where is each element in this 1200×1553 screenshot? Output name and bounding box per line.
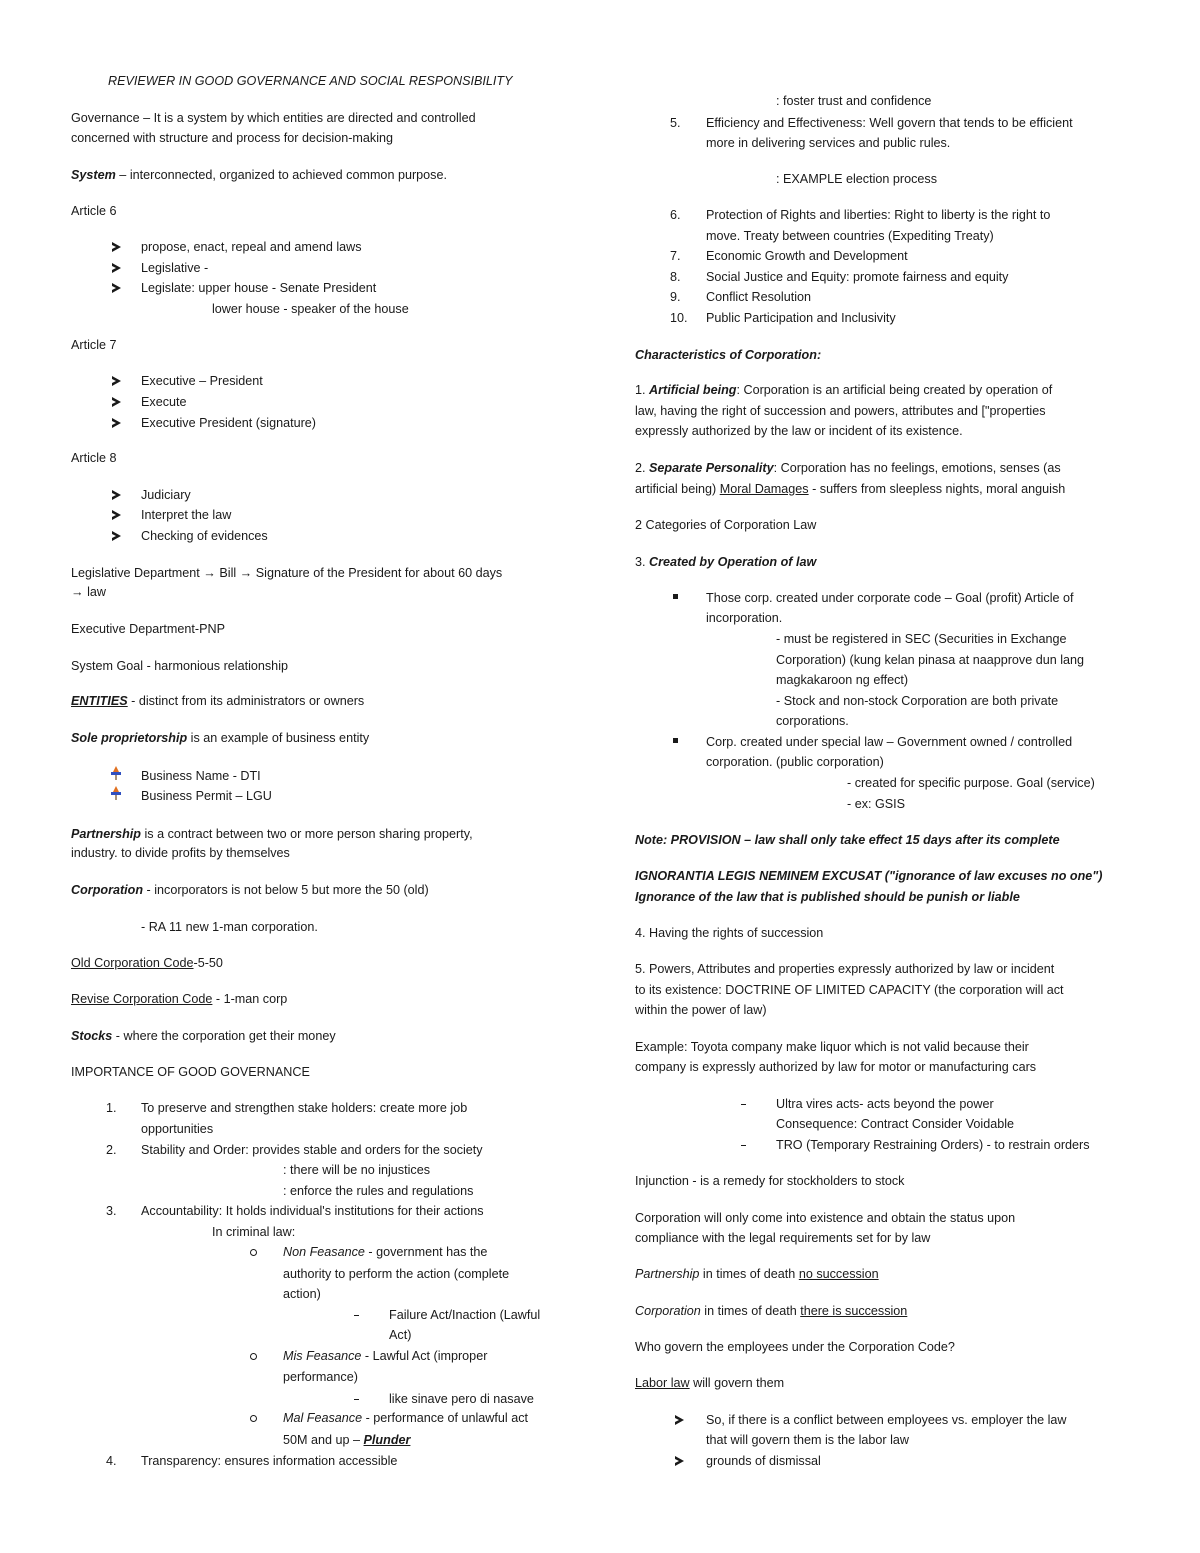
article-7-item: Execute: [141, 395, 187, 409]
ignorantia-maxim: IGNORANTIA LEGIS NEMINEM EXCUSAT ("ignorance of law excuses no one"): [635, 869, 1103, 883]
sole-proprietorship-item: Business Permit – LGU: [141, 789, 272, 803]
non-feasance-cont: authority to perform the action (complete: [283, 1267, 510, 1281]
characteristic-cont: law, having the right of succession and powers, attributes and ["properties: [635, 404, 1046, 418]
importance-item: Public Participation and Inclusivity: [706, 311, 896, 325]
non-feasance-cont: action): [283, 1287, 321, 1301]
toyota-example-cont: company is expressly authorized by law for motor or manufacturing cars: [635, 1060, 1037, 1074]
tro-item: TRO (Temporary Restraining Orders) - to restrain orders: [776, 1138, 1090, 1152]
corporation-category-cont: magkakaroon ng effect): [776, 673, 909, 687]
dash-bullet-icon: [741, 1145, 746, 1146]
characteristic-powers: 5. Powers, Attributes and properties expressly authorized by law or incident: [635, 962, 1055, 976]
article-7-item: Executive President (signature): [141, 416, 316, 430]
entities-definition: ENTITIES - distinct from its administrators or owners: [71, 694, 365, 708]
ultra-vires: Ultra vires acts- acts beyond the power: [776, 1097, 994, 1111]
toyota-example: Example: Toyota company make liquor which is not valid because their: [635, 1040, 1029, 1054]
circle-bullet-icon: [250, 1353, 257, 1360]
pushpin-bullet-icon: [110, 766, 122, 780]
corporation-death: Corporation in times of death there is succession: [635, 1304, 908, 1318]
arrow-bullet-icon: [112, 418, 121, 428]
mis-feasance-cont: performance): [283, 1370, 358, 1384]
article-8-heading: Article 8: [71, 451, 117, 465]
ignorantia-maxim-cont: Ignorance of the law that is published should be punish or liable: [635, 890, 1020, 904]
partnership-definition-cont: industry. to divide profits by themselves: [71, 846, 290, 860]
importance-item: Protection of Rights and liberties: Right to liberty is the right to: [706, 208, 1051, 222]
corporation-category-cont: Corporation) (kung kelan pinasa at naapprove dun lang: [776, 653, 1085, 667]
document-title: REVIEWER IN GOOD GOVERNANCE AND SOCIAL RESPONSIBILITY: [108, 74, 513, 88]
sole-proprietorship-item: Business Name - DTI: [141, 769, 261, 783]
importance-item-cont: : enforce the rules and regulations: [283, 1184, 474, 1198]
non-feasance: Non Feasance - government has the: [283, 1245, 488, 1259]
corporation-category-cont: corporations.: [776, 714, 849, 728]
article-8-item: Interpret the law: [141, 508, 232, 522]
arrow-bullet-icon: [675, 1415, 684, 1425]
labor-law-item: grounds of dismissal: [706, 1454, 821, 1468]
characteristic-succession: 4. Having the rights of succession: [635, 926, 824, 940]
importance-item-cont: : there will be no injustices: [283, 1163, 430, 1177]
labor-law-item-cont: that will govern them is the labor law: [706, 1433, 909, 1447]
arrow-bullet-icon: [112, 263, 121, 273]
characteristic-cont: artificial being) Moral Damages - suffers from sleepless nights, moral anguish: [635, 482, 1066, 496]
mis-feasance: Mis Feasance - Lawful Act (improper: [283, 1349, 488, 1363]
mal-feasance-cont: 50M and up – Plunder: [283, 1433, 411, 1447]
system-goal: System Goal - harmonious relationship: [71, 659, 288, 673]
article-8-item: Judiciary: [141, 488, 191, 502]
provision-note: Note: PROVISION – law shall only take effect 15 days after its complete: [635, 833, 1060, 847]
categories-heading: 2 Categories of Corporation Law: [635, 518, 817, 532]
executive-department: Executive Department-PNP: [71, 622, 225, 636]
dash-bullet-icon: [354, 1315, 359, 1316]
corporation-category-cont: - created for specific purpose. Goal (service): [847, 776, 1095, 790]
importance-item: Stability and Order: provides stable and orders for the society: [141, 1143, 483, 1157]
article-6-item: Legislate: upper house - Senate President: [141, 281, 377, 295]
importance-heading: IMPORTANCE OF GOOD GOVERNANCE: [71, 1065, 310, 1079]
importance-item: Accountability: It holds individual's institutions for their actions: [141, 1204, 484, 1218]
importance-item: Economic Growth and Development: [706, 249, 908, 263]
importance-number: 10.: [670, 311, 688, 325]
article-6-item: Legislative -: [141, 261, 209, 275]
importance-item-cont: : EXAMPLE election process: [776, 172, 937, 186]
sole-proprietorship-definition: Sole proprietorship is an example of business entity: [71, 731, 370, 745]
old-corporation-code: Old Corporation Code-5-50: [71, 956, 223, 970]
dash-bullet-icon: [354, 1399, 359, 1400]
article-7-item: Executive – President: [141, 374, 263, 388]
arrow-bullet-icon: [112, 531, 121, 541]
arrow-bullet-icon: [112, 283, 121, 293]
stocks-definition: Stocks - where the corporation get their money: [71, 1029, 336, 1043]
article-6-item: propose, enact, repeal and amend laws: [141, 240, 362, 254]
article-6-item-cont: lower house - speaker of the house: [212, 302, 409, 316]
injunction-definition: Injunction - is a remedy for stockholders to stock: [635, 1174, 905, 1188]
arrow-bullet-icon: [112, 490, 121, 500]
square-bullet-icon: [673, 594, 678, 599]
article-8-item: Checking of evidences: [141, 529, 268, 543]
employees-question: Who govern the employees under the Corporation Code?: [635, 1340, 955, 1354]
mis-feasance-note: like sinave pero di nasave: [389, 1392, 534, 1406]
importance-number: 9.: [670, 290, 681, 304]
importance-item: Conflict Resolution: [706, 290, 811, 304]
labor-law-item: So, if there is a conflict between employees vs. employer the law: [706, 1413, 1067, 1427]
legislative-department-flow: Legislative Department → Bill → Signature of the President for about 60 days: [71, 566, 503, 580]
article-6-heading: Article 6: [71, 204, 117, 218]
failure-act: Failure Act/Inaction (Lawful: [389, 1308, 541, 1322]
ultra-vires-cont: Consequence: Contract Consider Voidable: [776, 1117, 1015, 1131]
system-definition: System – interconnected, organized to achieved common purpose.: [71, 168, 447, 182]
characteristic-cont: to its existence: DOCTRINE OF LIMITED CAPACITY (the corporation will act: [635, 983, 1064, 997]
dash-bullet-icon: [741, 1104, 746, 1105]
importance-item: Transparency: ensures information accessible: [141, 1454, 398, 1468]
failure-act-cont: Act): [389, 1328, 412, 1342]
arrow-bullet-icon: [112, 376, 121, 386]
characteristic-cont: expressly authorized by the law or incident of its existence.: [635, 424, 963, 438]
characteristics-heading: Characteristics of Corporation:: [635, 348, 822, 362]
arrow-bullet-icon: [112, 510, 121, 520]
arrow-bullet-icon: [112, 242, 121, 252]
corporation-definition: Corporation - incorporators is not below 5 but more the 50 (old): [71, 883, 429, 897]
importance-number: 4.: [106, 1454, 117, 1468]
circle-bullet-icon: [250, 1415, 257, 1422]
corporation-category-cont: - must be registered in SEC (Securities in Exchange: [776, 632, 1067, 646]
importance-number: 2.: [106, 1143, 117, 1157]
article-7-heading: Article 7: [71, 338, 117, 352]
legislative-department-flow-cont: → law: [71, 585, 106, 599]
corporation-category-cont: incorporation.: [706, 611, 783, 625]
arrow-bullet-icon: [675, 1456, 684, 1466]
characteristic-artificial-being: 1. Artificial being: Corporation is an artificial being created by operation of: [635, 383, 1053, 397]
importance-number: 7.: [670, 249, 681, 263]
characteristic-cont: within the power of law): [635, 1003, 767, 1017]
importance-item: Social Justice and Equity: promote fairness and equity: [706, 270, 1009, 284]
characteristic-separate-personality: 2. Separate Personality: Corporation has no feelings, emotions, senses (as: [635, 461, 1061, 475]
pushpin-bullet-icon: [110, 786, 122, 800]
governance-definition-cont: concerned with structure and process for decision-making: [71, 131, 393, 145]
importance-item-cont: : foster trust and confidence: [776, 94, 932, 108]
arrow-bullet-icon: [112, 397, 121, 407]
corporation-existence-cont: compliance with the legal requirements set for by law: [635, 1231, 931, 1245]
partnership-definition: Partnership is a contract between two or more person sharing property,: [71, 827, 473, 841]
revised-corporation-code: Revise Corporation Code - 1-man corp: [71, 992, 288, 1006]
importance-number: 3.: [106, 1204, 117, 1218]
corporation-category-cont: corporation. (public corporation): [706, 755, 884, 769]
ra11-note: - RA 11 new 1-man corporation.: [141, 920, 318, 934]
importance-item: To preserve and strengthen stake holders: create more job: [141, 1101, 468, 1115]
circle-bullet-icon: [250, 1249, 257, 1256]
importance-number: 8.: [670, 270, 681, 284]
corporation-category: Those corp. created under corporate code – Goal (profit) Article of: [706, 591, 1074, 605]
corporation-category: Corp. created under special law – Government owned / controlled: [706, 735, 1073, 749]
importance-item-cont: opportunities: [141, 1122, 214, 1136]
importance-item-cont: more in delivering services and public rules.: [706, 136, 951, 150]
importance-number: 5.: [670, 116, 681, 130]
importance-item-cont: In criminal law:: [212, 1225, 296, 1239]
importance-item: Efficiency and Effectiveness: Well govern that tends to be efficient: [706, 116, 1073, 130]
corporation-existence: Corporation will only come into existence and obtain the status upon: [635, 1211, 1016, 1225]
characteristic-created-by-law: 3. Created by Operation of law: [635, 555, 817, 569]
square-bullet-icon: [673, 738, 678, 743]
governance-definition: Governance – It is a system by which entities are directed and controlled: [71, 111, 476, 125]
mal-feasance: Mal Feasance - performance of unlawful act: [283, 1411, 529, 1425]
importance-item-cont: move. Treaty between countries (Expediting Treaty): [706, 229, 994, 243]
importance-number: 1.: [106, 1101, 117, 1115]
labor-law-answer: Labor law will govern them: [635, 1376, 785, 1390]
corporation-category-cont: - Stock and non-stock Corporation are both private: [776, 694, 1059, 708]
importance-number: 6.: [670, 208, 681, 222]
partnership-death: Partnership in times of death no succession: [635, 1267, 879, 1281]
corporation-category-cont: - ex: GSIS: [847, 797, 906, 811]
